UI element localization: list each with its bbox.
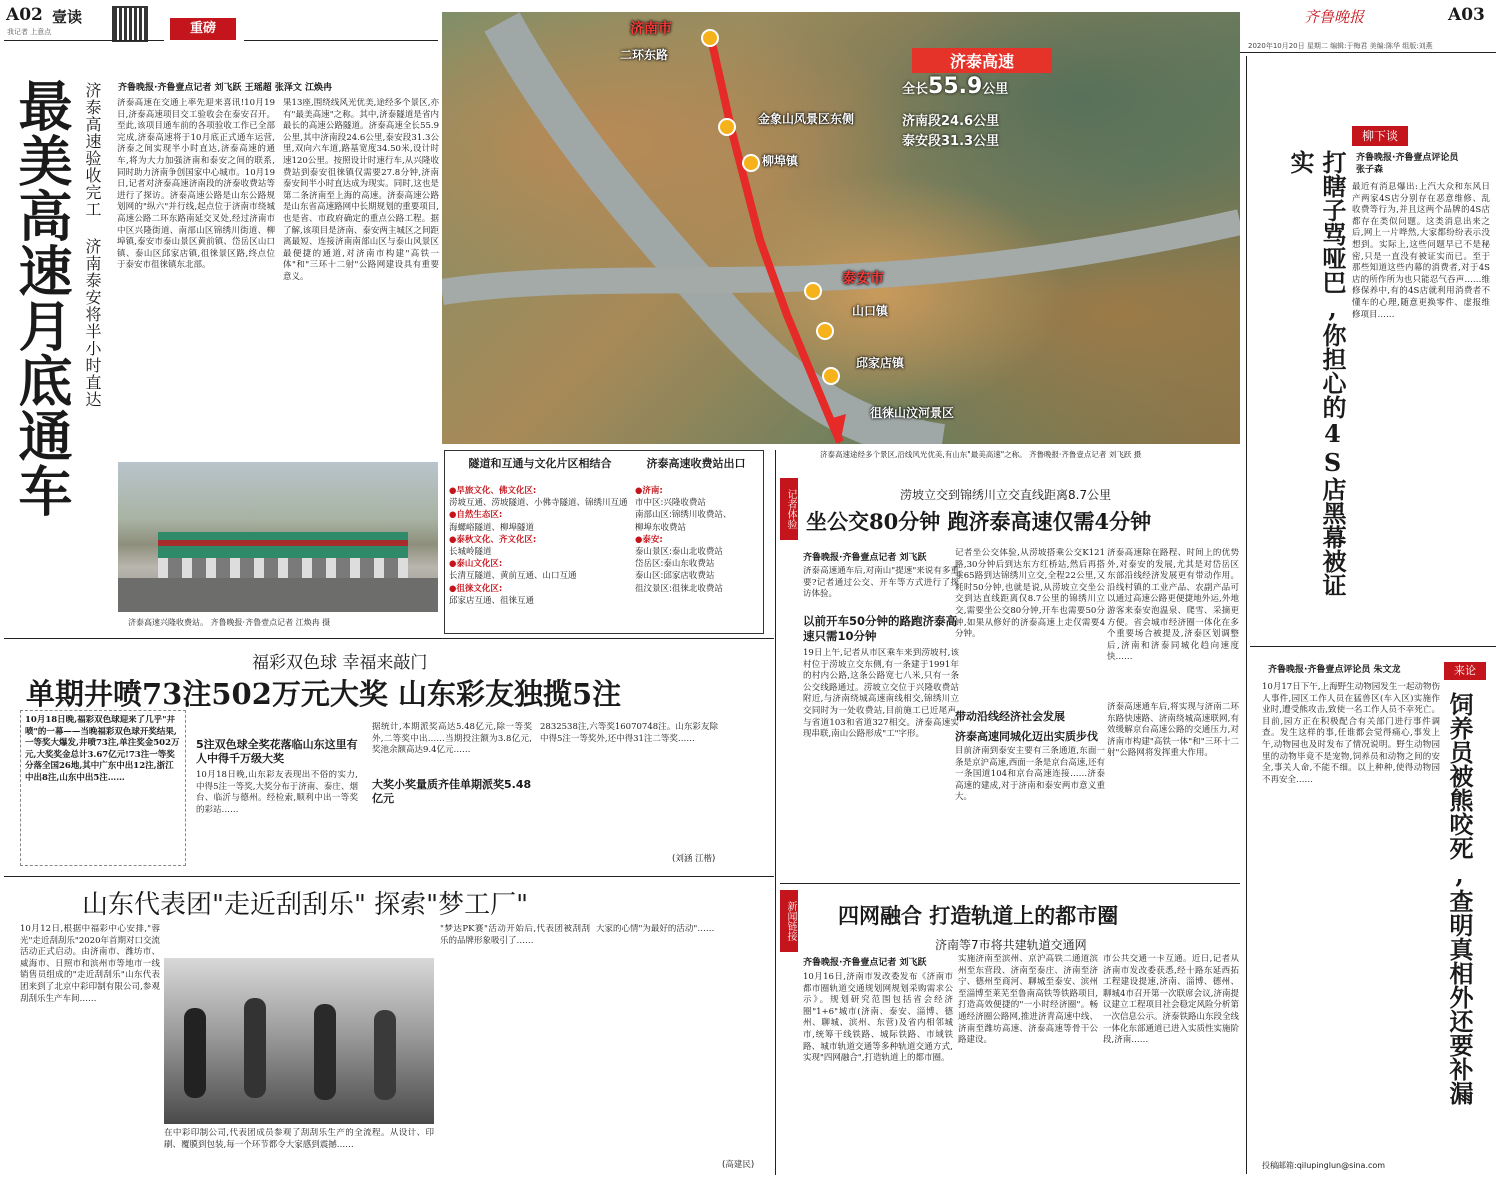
info-box-item: 岱岳区:泰山东收费站 bbox=[635, 559, 715, 570]
label-liubu: 柳埠镇 bbox=[762, 154, 799, 168]
metro-headline: 四网融合 打造轨道上的都市圈 bbox=[838, 903, 1119, 928]
info-box-item: 涝坡互通、涝坡隧道、小佛寺隧道、锦绣川互通 bbox=[449, 498, 628, 509]
info-box-item: 泰山区:邱家店收费站 bbox=[635, 571, 715, 582]
info-box-item: 南部山区:锦绣川收费站、 bbox=[635, 510, 732, 521]
route-dot-taian bbox=[804, 282, 822, 300]
info-box-item: 长城岭隧道 bbox=[449, 547, 492, 558]
label-jinan: 济南市 bbox=[630, 21, 672, 37]
metro-col1: 10月16日,济南市发改委发布《济南市都市圈轨道交通规划网规划采购需求公示》。规划研究范围包括省会经济圈"1+6"城市(济南、泰安、淄博、德州、聊城、滨州、东营)及省内相邻城市,统筹干线铁路、城际铁路、市域铁路、城市轨道交通等多种轨道交通方式,实现"四网融合",打造轨道上的都市圈。 bbox=[803, 972, 953, 1064]
comment-headline: 饲养员被熊咬死,查明真相外还要补漏 bbox=[1445, 692, 1474, 1105]
route-dot-jinan bbox=[701, 29, 719, 47]
scratch-headline: 山东代表团"走近刮刮乐" 探索"梦工厂" bbox=[82, 890, 529, 920]
lottery-col2: 10月18日晚,山东彩友表现出不俗的实力,中得5注一等奖,大奖分布于济南、泰庄、烟台、临沂与德州。经检索,顺利中出一等奖的彩站…… bbox=[196, 770, 358, 815]
info-box-item: 市中区:兴隆收费站 bbox=[635, 498, 706, 509]
header-rule-right bbox=[1240, 52, 1496, 53]
bus-col2b: 目前济南到泰安主要有三条通道,东面一条是京沪高速,西面一条是京台高速,还有一条国道104和京台高速连接……济泰高速的建成,对于济南和泰安两市意义重大。 bbox=[955, 746, 1105, 803]
route-map-svg bbox=[442, 12, 1240, 444]
left-section-sub: 我记者 上意点 bbox=[7, 28, 52, 36]
section-tag: 重磅 bbox=[170, 18, 236, 40]
masthead-logo: 齐鲁晚报 bbox=[1304, 8, 1365, 26]
info-box-item: 长清互隧道、黄前互通、山口互通 bbox=[449, 571, 577, 582]
info-box-item: ●旱旅文化、佛文化区: bbox=[449, 486, 537, 496]
metro-byline: 齐鲁晚报·齐鲁壹点记者 刘飞跃 bbox=[803, 958, 927, 968]
lottery-lead-box bbox=[20, 710, 186, 866]
bus-kicker: 涝坡立交到锦绣川立交直线距离8.7公里 bbox=[900, 488, 1112, 502]
lottery-col3: 据统计,本期派奖高达5.48亿元,除一等奖外,二等奖中出……当期投注额为3.8亿元,奖池余额高达9.4亿元…… bbox=[372, 722, 532, 756]
metro-subhead: 济南等7市将共建轨道交通网 bbox=[935, 938, 1087, 952]
metro-tag: 新闻链接 bbox=[780, 890, 798, 952]
info-box-item: ●自然生态区: bbox=[449, 510, 503, 521]
scratch-col3: "梦达PK赛"活动开始后,代表团被刮刮乐的品牌形象吸引了…… bbox=[440, 924, 590, 946]
bus-tag: 记者体验 bbox=[780, 478, 798, 540]
bus-subhead3: 济泰高速同城化迈出实质步伐 bbox=[955, 730, 1098, 743]
info-box-left-title: 隧道和互通与文化片区相结合 bbox=[468, 457, 612, 470]
bus-col3: 济泰高速除在路程、时间上的优势外,对泰安的发展,尤其是对岱岳区东部沿线经济发展更有带动作用。沿线村镇的工业产品、农副产品可以通过高速公路更便捷地外运,外地游客来泰安泡温泉、爬雪、采摘更方便。省会城市经济圈一体化在多个重要场合被提及,济泰区划调整后,济南和济泰同城化趋向速度快…… bbox=[1107, 548, 1239, 663]
info-box-item: 邱家店互通、徂徕互通 bbox=[449, 595, 535, 606]
comment-byline: 齐鲁晚报·齐鲁壹点评论员 朱文龙 bbox=[1268, 665, 1401, 675]
lottery-headline: 单期井喷73注502万元大奖 山东彩友独揽5注 bbox=[26, 677, 622, 711]
info-box-item: ●徂徕文化区: bbox=[449, 583, 503, 594]
bus-byline: 齐鲁晚报·齐鲁壹点记者 刘飞跃 bbox=[803, 553, 927, 563]
column-divider bbox=[775, 450, 776, 1175]
highway-total-length bbox=[902, 74, 1062, 99]
toll-station-photo bbox=[118, 462, 438, 612]
main-body-col2: 果13座,围绕线风光优美,途经多个景区,亦有"最美高速"之称。其中,济泰隧道是省内最长的高速公路隧道。济泰高速全长55.9公里,其中济南段24.6公里,泰安段31.3公里,双向六车道,路基宽度34.50米,设计时速120公里。按照设计时速行车,从兴隆收费站到泰安徂徕镇仅需要27.8分钟,济南泰安间半小时直达成为现实。同时,这也是第二条济南至上海的高速。济泰高速公路是山东省高速路网中长期规划的重要项目,也是省、市政府确定的重点公路工程。据了解,该项目是济南、泰安两主城区之间距离最短、连接济南南部山区与泰山风景区最便捷的通道,对济南市构建"高铁一体"和"三环十二射"公路网建设具有重要意义。 bbox=[283, 98, 439, 282]
info-box-item: ●泰山文化区: bbox=[449, 559, 503, 570]
lottery-sub1: 5注双色球全奖花落临山东这里有人中得千万级大奖 bbox=[196, 738, 358, 765]
bus-col1b: 19日上午,记者从市区乘车来到涝坡村,该村位于涝坡立交东侧,有一条建于1991年的村内公路,这条公路宽七八米,只有一条公交线路通过。涝坡立交位于兴隆收费站附近,与济南绕城高速南线相交,锦绣川立交同时为一处收费站,目前施工已近尾声,与省道103和省道327相交。济泰高速实现串联,南山公路形成"工"字形。 bbox=[803, 648, 959, 740]
info-box-right-title: 济泰高速收费站出口 bbox=[646, 457, 746, 470]
lottery-kicker: 福彩双色球 幸福来敲门 bbox=[252, 653, 428, 673]
lottery-top-rule bbox=[4, 638, 774, 639]
route-dot-qijiadian bbox=[822, 367, 840, 385]
metro-col2: 实施济南至滨州、京沪高铁二通道滨州至东营段、济南至泰庄、济南至济宁、德州至商河、聊城至泰安、滨州至淄博至莱芜至鲁南高铁等铁路项目,打造高效便捷的"一小时经济圈"。畅通经济圈公路网,推进济青高速中线、济南至潍坊高速、济泰高速等骨干公路建设。 bbox=[958, 954, 1098, 1046]
bus-subhead2: 带动沿线经济社会发展 bbox=[955, 710, 1065, 723]
toll-photo-caption: 济泰高速兴隆收费站。 齐鲁晚报·齐鲁壹点记者 江焕冉 摄 bbox=[128, 618, 331, 627]
lottery-sub2: 大奖小奖量质齐佳单期派奖5.48亿元 bbox=[372, 778, 532, 805]
scratch-signoff: (高建民) bbox=[722, 1160, 755, 1170]
scratch-col2: 在中彩印制公司,代表团成员参观了刮刮乐生产的全流程。从设计、印刷、覆膜到包装,每一个环节都令大家感到震撼…… bbox=[164, 1128, 434, 1150]
left-page-number: A02 bbox=[6, 5, 43, 25]
header-rule-left bbox=[4, 40, 164, 41]
main-subhead: 济泰高速验收完工 济南泰安将半小时直达 bbox=[83, 82, 102, 408]
info-box-item: 泰山景区:泰山北收费站 bbox=[635, 547, 723, 558]
info-box-right-list bbox=[635, 485, 759, 595]
right-divider bbox=[1246, 56, 1247, 1174]
column-tag: 柳下谈 bbox=[1352, 126, 1408, 146]
info-box-item: ●济南: bbox=[635, 486, 663, 496]
label-qijiadian: 邱家店镇 bbox=[856, 356, 905, 370]
right-page-number: A03 bbox=[1448, 5, 1485, 25]
bus-headline: 坐公交80分钟 跑济泰高速仅需4分钟 bbox=[806, 509, 1152, 534]
scratch-col1: 10月12日,根据中福彩中心安排,"蓉光"走近刮刮乐"2020年首期对口交流活动正式启动。由济南市、潍坊市、威海市、日照市和滨州市等地市一线销售员组成的"走近刮刮乐"山东代表团来到了北京中彩印制有限公司,参观刮刮乐生产车间…… bbox=[20, 924, 160, 1004]
issue-info: 2020年10月20日 星期二 编辑:于梅君 美编:陈华 组版:刘燕 bbox=[1248, 42, 1433, 50]
qr-code-icon bbox=[112, 6, 148, 42]
bus-col1: 济泰高速通车后,对南山"提速"来说有多重要?记者通过公交、开车等方式进行了探访体验。 bbox=[803, 566, 959, 600]
total-prefix: 全长 bbox=[902, 82, 929, 97]
metro-col3: 市公共交通一卡互通。近日,记者从济南市发改委获悉,经十路东延西拓工程建设提速,济南、淄博、德州、聊城4市召开第一次联席会议,济南提议建立工程项目社会稳定风险分析第一次信息公示。济泰铁路山东段全线一体化东部通道已进入实质性实施阶段,济南…… bbox=[1103, 954, 1239, 1046]
comment-tag: 来论 bbox=[1444, 662, 1486, 680]
scratch-col4: 大家的心情"为最好的活动"…… bbox=[596, 924, 715, 934]
label-culaishan: 徂徕山汶河景区 bbox=[870, 406, 955, 420]
bus-subhead1: 以前开车50分钟的路跑济泰高速只需10分钟 bbox=[803, 614, 958, 643]
comment-body: 10月17日下午,上海野生动物园发生一起动物伤人事件,园区工作人员在猛兽区(车入区)实施作业时,遭受熊攻击,致使一名工作人员不幸死亡。目前,园方正在积极配合有关部门进行事件调查。发生这样的事,任谁都会觉得痛心,事发上午,动物园也及时发布了情况说明。野生动物园里的动物毕竟不是宠物,饲养员和动物之间的安全,事关人命,不能不细。以上种种,使得动物园不再安全…… bbox=[1262, 682, 1440, 785]
column-headline: 打瞎子骂哑巴,你担心的4S店黑幕被证实 bbox=[1286, 150, 1347, 597]
person-figure bbox=[374, 1010, 396, 1100]
person-figure bbox=[244, 998, 266, 1098]
map-caption: 济泰高速途经多个景区,沿线风光优美,有山东"最美高速"之称。 齐鲁晚报·齐鲁壹点记者 刘飞跃 摄 bbox=[820, 450, 1142, 459]
scratch-photo bbox=[164, 958, 434, 1124]
jinan-segment: 济南段24.6公里 bbox=[902, 114, 1000, 129]
info-box-left-list bbox=[449, 485, 629, 607]
column-bottom-rule bbox=[1250, 646, 1496, 647]
header-rule-mid bbox=[244, 40, 438, 41]
route-map-photo bbox=[442, 12, 1240, 444]
toll-road bbox=[118, 578, 438, 612]
label-erhuan: 二环东路 bbox=[620, 48, 669, 62]
bus-bottom-rule bbox=[780, 883, 1240, 884]
column-body: 最近有消息爆出:上汽大众和东风日产两家4S店分别存在恶意维修、乱收费等行为,并且这两个品牌的4S店都存在类似问题。这类消息出来之后,网上一片哗然,大家都纷纷表示没想到。实际上,这些问题早已不是秘密,只是一直没有被证实而已。至于那些知道这些内幕的消费者,对于4S店的所作所为也只能忍气吞声……维修保养中,有的4S店就利用消费者不懂车的心理,随意更换零件、虚报维修项目…… bbox=[1352, 182, 1490, 320]
comment-contact: 投稿邮箱:qilupinglun@sina.com bbox=[1262, 1161, 1386, 1170]
label-taian: 泰安市 bbox=[842, 271, 884, 287]
label-jinxiang: 金象山风景区东侧 bbox=[758, 112, 855, 126]
info-box-item: 徂汶景区:徂徕北收费站 bbox=[635, 583, 723, 594]
bus-col3b: 济泰高速通车后,将实现与济南二环东路快速路、济南绕城高速联网,有效缓解京台高速公路的交通压力,对济南市构建"高铁一体"和"三环十二射"公路网将发挥重大作用。 bbox=[1107, 702, 1239, 759]
route-dot-liubu bbox=[742, 154, 760, 172]
crossing-road bbox=[442, 222, 1240, 292]
toll-sign-band bbox=[158, 540, 408, 546]
person-figure bbox=[314, 1004, 336, 1100]
highway-name-badge: 济泰高速 bbox=[912, 48, 1052, 73]
taian-segment: 泰安段31.3公里 bbox=[902, 134, 1000, 149]
bus-col2: 记者坐公交体验,从涝坡搭乘公交K121路,30分钟后到达东方红桥站,然后再搭乘65路到达锦绣川立交,全程22公里,又耗时50分钟,也就是说,从涝坡立交坐公交到达直线距离仅8.7公里的锦绣川立交,需要坐公交80分钟,开车也需要50分钟,如果从修好的济泰高速上走仅需要4分钟。 bbox=[955, 548, 1105, 640]
route-dot-shankou bbox=[816, 322, 834, 340]
lottery-col4: 2832538注,六等奖16070748注。山东彩友除中得5注一等奖外,还中得31注二等奖…… bbox=[540, 722, 718, 744]
info-box-item: ●泰秋文化、齐文化区: bbox=[449, 534, 537, 545]
person-figure bbox=[184, 1008, 206, 1098]
info-box-item: ●泰安: bbox=[635, 534, 663, 545]
info-box-item: 海螺峪隧道、柳埠隧道 bbox=[449, 522, 535, 533]
main-byline: 齐鲁晚报·齐鲁壹点记者 刘飞跃 王瑶超 张泽文 江焕冉 bbox=[118, 83, 332, 93]
main-headline: 最美高速月底通车 bbox=[10, 78, 74, 518]
toll-booths bbox=[158, 558, 408, 578]
main-body-col1: 济泰高速在交通上率先迎来喜讯!10月19日,济泰高速项目交工验收会在泰安召开。至此,该项目通车前的各项验收工作已全部完成,济泰高速将于10月底正式通车运营,济泰之间实现半小时直达,济泰高速的通车,将为大力加强济南和泰安之间的联系,同时助力济南争创国家中心城市。10月19日,记者对济泰高速济南段的济泰收费站等进行了探访。济泰高速公路是山东公路规划网的"纵六"并行线,起点位于济南市绕城高速公路二环东路南延交叉处,经过济南市中区兴隆街道、南部山区锦绣川街道、柳埠镇,泰安市泰山景区黄前镇、岱岳区山口镇、泰山区邱家店镇,徂徕景区路,终点位于泰安市徂徕镇东北部。 bbox=[117, 98, 275, 271]
label-shankou: 山口镇 bbox=[852, 304, 889, 318]
total-unit: 公里 bbox=[982, 82, 1009, 97]
left-section-name: 壹读 bbox=[52, 8, 83, 26]
column-byline: 齐鲁晚报·齐鲁壹点评论员 张子森 bbox=[1356, 153, 1459, 175]
info-box bbox=[444, 450, 764, 634]
info-box-item: 柳埠东收费站 bbox=[635, 522, 687, 533]
total-value: 55.9 bbox=[928, 74, 983, 99]
lottery-signoff: (刘涵 江楷) bbox=[672, 854, 716, 864]
lottery-lead: 10月18日晚,福彩双色球迎来了几乎"井喷"的一幕——当晚福彩双色球开奖结果,一等奖大爆发,井喷73注,单注奖金502万元,大奖奖金总计3.67亿元!73注一等奖分落全国26地,其中广东中出12注,浙江中出8注,山东中出5注…… bbox=[25, 715, 180, 783]
route-dot-jinxiang bbox=[718, 118, 736, 136]
lottery-bottom-rule bbox=[4, 876, 774, 877]
